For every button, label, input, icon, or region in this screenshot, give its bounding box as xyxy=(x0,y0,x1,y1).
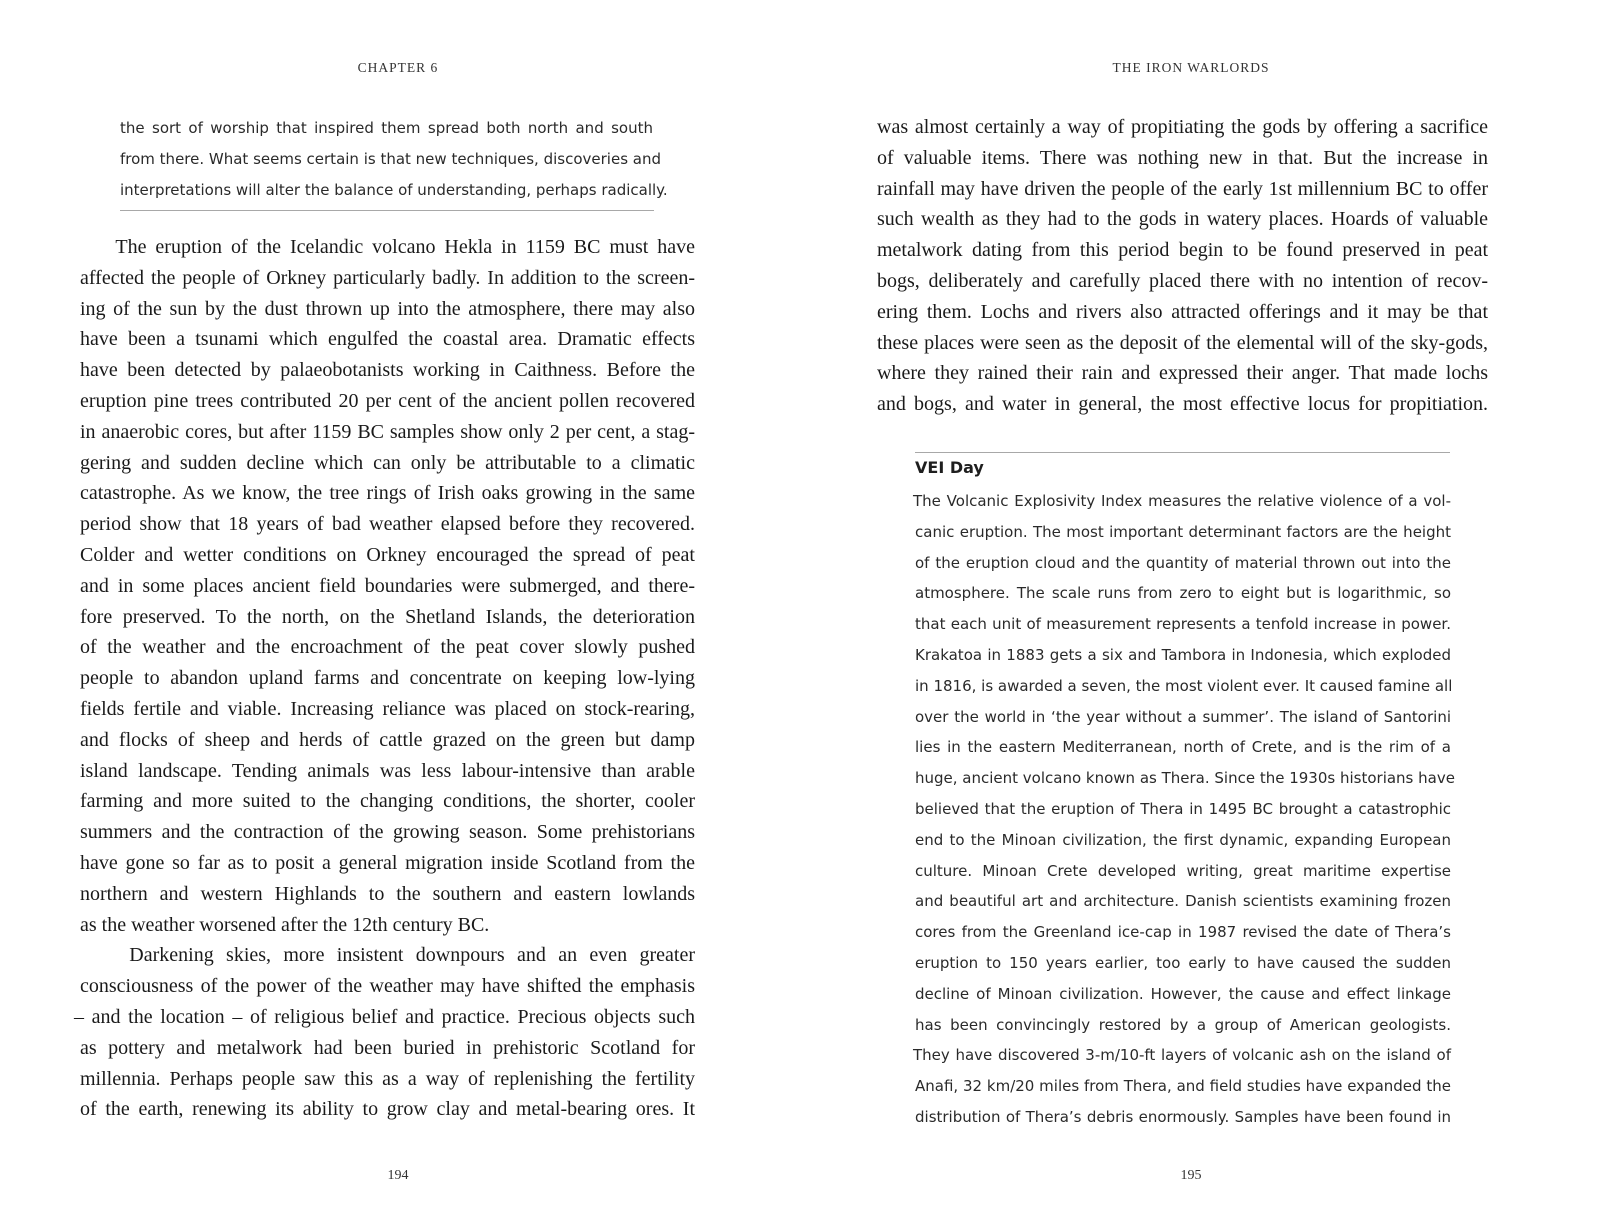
box-line: atmosphere. The scale runs from zero to eight but is logarithmic, so xyxy=(915,584,1451,603)
body-line: metalwork dating from this period begin to be found preserved in peat xyxy=(877,239,1488,262)
box-bottom-rule xyxy=(120,210,654,211)
running-head-left: CHAPTER 6 xyxy=(357,60,439,75)
body-line: and in some places ancient field boundaries were submerged, and there- xyxy=(80,574,695,597)
body-line: was almost certainly a way of propitiating the gods by offering a sacrifice xyxy=(877,116,1488,138)
body-line: The eruption of the Icelandic volcano Hekla in 1159 BC must have xyxy=(80,236,695,258)
left-body-text xyxy=(74,232,695,1125)
body-line: summers and the contraction of the growing season. Some prehistorians xyxy=(80,821,695,844)
body-line: of valuable items. There was nothing new in that. But the increase in xyxy=(877,146,1488,169)
body-line: people to abandon upland farms and concentrate on keeping low-lying xyxy=(80,667,695,690)
body-line: ering them. Lochs and rivers also attracted offerings and it may be that xyxy=(877,300,1488,323)
body-line: as pottery and metalwork had been buried in prehistoric Scotland for xyxy=(80,1036,695,1059)
body-line: northern and western Highlands to the southern and eastern lowlands xyxy=(80,882,695,905)
body-line: catastrophe. As we know, the tree rings of Irish oaks growing in the same xyxy=(80,482,695,505)
page-number-left: 194 xyxy=(387,1168,409,1183)
body-line: of the weather and the encroachment of the peat cover slowly pushed xyxy=(80,636,695,659)
body-line: farming and more suited to the changing conditions, the shorter, cooler xyxy=(80,790,695,813)
box-line: canic eruption. The most important determinant factors are the height xyxy=(915,522,1451,541)
body-line: Darkening skies, more insistent downpours and an even greater xyxy=(80,944,695,967)
body-line: these places were seen as the deposit of the elemental will of the sky-gods, xyxy=(877,331,1488,354)
box-line: distribution of Thera’s debris enormously. Samples have been found in xyxy=(915,1107,1451,1126)
box-line: believed that the eruption of Thera in 1495 BC brought a catastrophic xyxy=(915,799,1451,818)
body-line: consciousness of the power of the weather may have shifted the emphasis xyxy=(80,975,695,998)
right-body-text xyxy=(877,112,1488,420)
box-line: Krakatoa in 1883 gets a six and Tambora in Indonesia, which exploded xyxy=(915,645,1451,664)
body-line: Colder and wetter conditions on Orkney encouraged the spread of peat xyxy=(80,543,695,566)
body-line: and bogs, and water in general, the most effective locus for propitiation. xyxy=(877,393,1488,416)
box-line: lies in the eastern Mediterranean, north of Crete, and is the rim of a xyxy=(915,738,1451,757)
body-line: period show that 18 years of bad weather elapsed before they recovered. xyxy=(80,513,695,536)
page-number-right: 195 xyxy=(1180,1168,1202,1183)
body-line: of the earth, renewing its ability to grow clay and metal-bearing ores. It xyxy=(80,1098,695,1121)
body-line: where they rained their rain and expressed their anger. That made lochs xyxy=(877,362,1488,385)
body-line: island landscape. Tending animals was less labour-intensive than arable xyxy=(80,759,695,782)
body-line: rainfall may have driven the people of the early 1st millennium BC to offer xyxy=(877,177,1488,200)
body-line: bogs, deliberately and carefully placed there with no intention of recov- xyxy=(877,269,1488,292)
box-line: culture. Minoan Crete developed writing, great maritime expertise xyxy=(915,861,1451,880)
box-line: has been convincingly restored by a group of American geologists. xyxy=(915,1015,1451,1034)
box-line: the sort of worship that inspired them spread both north and south xyxy=(120,119,653,137)
body-line: have been detected by palaeobotanists working in Caithness. Before the xyxy=(80,359,695,382)
box-continuation xyxy=(120,113,668,205)
running-head-right: THE IRON WARLORDS xyxy=(1112,60,1270,75)
body-line: and flocks of sheep and herds of cattle grazed on the green but damp xyxy=(80,728,695,751)
body-line: affected the people of Orkney particularly badly. In addition to the screen- xyxy=(80,266,695,289)
box-line: and beautiful art and architecture. Danish scientists examining frozen xyxy=(915,892,1451,911)
box-line: of the eruption cloud and the quantity of material thrown out into the xyxy=(915,553,1451,572)
box-line: huge, ancient volcano known as Thera. Since the 1930s historians have xyxy=(915,769,1455,788)
box-title: VEI Day xyxy=(915,458,984,477)
vei-day-box-text xyxy=(913,486,1455,1133)
body-line: as the weather worsened after the 12th century BC. xyxy=(80,913,490,936)
body-line: in anaerobic cores, but after 1159 BC samples show only 2 per cent, a stag- xyxy=(80,420,695,443)
body-line: ing of the sun by the dust thrown up into the atmosphere, there may also xyxy=(80,297,695,320)
box-line: interpretations will alter the balance of understanding, perhaps radically. xyxy=(120,180,668,199)
box-line: that each unit of measurement represents a tenfold increase in power. xyxy=(915,615,1451,634)
box-line: in 1816, is awarded a seven, the most violent ever. It caused famine all xyxy=(915,676,1453,695)
body-line: fore preserved. To the north, on the Shetland Islands, the deterioration xyxy=(80,605,695,628)
box-top-rule xyxy=(915,452,1450,453)
box-line: They have discovered 3-m/10-ft layers of volcanic ash on the island of xyxy=(913,1046,1451,1065)
body-line: fields fertile and viable. Increasing reliance was placed on stock-rearing, xyxy=(80,697,695,720)
box-line: The Volcanic Explosivity Index measures the relative violence of a vol- xyxy=(913,492,1451,510)
right-page xyxy=(800,0,1600,1228)
box-line: cores from the Greenland ice-cap in 1987 revised the date of Thera’s xyxy=(915,923,1451,942)
body-line: have gone so far as to posit a general migration inside Scotland from the xyxy=(80,851,695,874)
box-line: eruption to 150 years earlier, too early to have caused the sudden xyxy=(915,953,1451,972)
body-line: such wealth as they had to the gods in watery places. Hoards of valuable xyxy=(877,208,1488,231)
box-line: end to the Minoan civilization, the first dynamic, expanding European xyxy=(915,830,1451,849)
body-line: – and the location – of religious belief and practice. Precious objects such xyxy=(74,1005,695,1028)
box-line: Anafi, 32 km/20 miles from Thera, and field studies have expanded the xyxy=(915,1077,1451,1096)
box-line: over the world in ‘the year without a summer’. The island of Santorini xyxy=(915,707,1451,726)
box-line: decline of Minoan civilization. However, the cause and effect linkage xyxy=(915,984,1451,1003)
body-line: eruption pine trees contributed 20 per cent of the ancient pollen recovered xyxy=(80,389,695,412)
body-line: millennia. Perhaps people saw this as a way of replenishing the fertility xyxy=(80,1067,695,1090)
box-line: from there. What seems certain is that new techniques, discoveries and xyxy=(120,149,661,168)
body-line: gering and sudden decline which can only be attributable to a climatic xyxy=(80,451,695,474)
body-line: have been a tsunami which engulfed the coastal area. Dramatic effects xyxy=(80,328,695,351)
